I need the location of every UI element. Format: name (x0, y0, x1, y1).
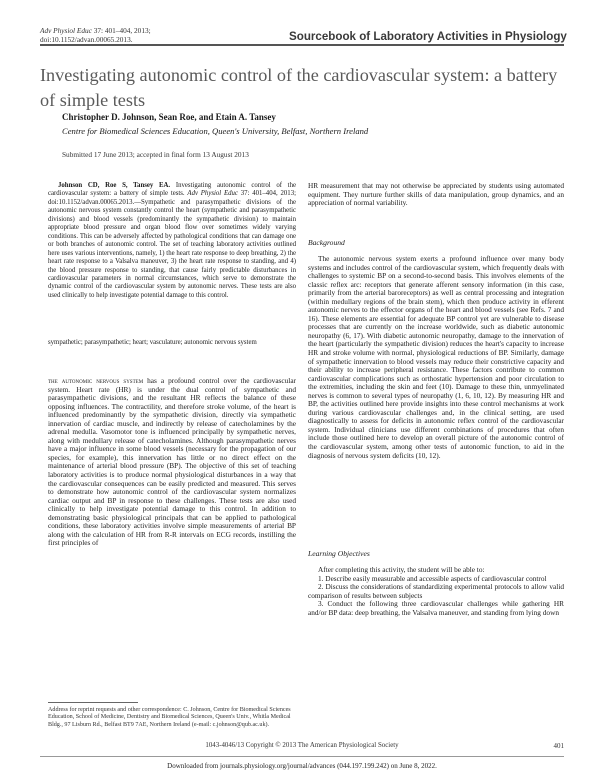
abstract-cite-authors: Johnson CD, Roe S, Tansey EA. (58, 182, 171, 189)
keywords: sympathetic; parasympathetic; heart; vasculature; autonomic nervous system (48, 339, 257, 346)
download-notice: Downloaded from journals.physiology.org/journal/advances (044.197.199.242) on June 8, 2022. (167, 762, 437, 770)
lead-in-smallcaps: the autonomic nervous system (48, 376, 144, 385)
article-title: Investigating autonomic control of the cardiovascular system: a battery of simple tests (40, 65, 558, 110)
footer-divider (40, 756, 564, 757)
intro-text: has a profound control over the cardiovascular system. Heart rate (HR) is under the dual control of sympathetic and parasympathetic divisions, and the resultant HR reflects the balance of these opposing influences. The contractility, and therefore stroke volume, of the heart is influenced predominantly by the sympathetic division, directly via sympathetic innervation of cardiac muscle, and indirectly by release of catecholamines by the adrenal medulla. Vasomotor tone is influenced principally by sympathetic nerves, along with medullary release of catecholamines. Although parasympathetic nerves have a major influence in some blood vessels (necessary for the propagation of our species, for example), this innervation has little or no direct effect on the maintenance of arterial blood pressure (BP). The objective of this set of teaching laboratory activities is to produce normal physiological disturbances in a way that the cardiovascular consequences can be easily predicted and measured. This serves to demonstrate how autonomic control of the cardiovascular system normalizes cardiac output and BP in response to these challenges. These tests are also used clinically to help investigate potential damage to this control. In addition to demonstrating basic physiological principals that can be applied to pathological conditions, these laboratory activities involve simple measurements of arterial BP along with the calculation of HR from R-R intervals on ECG records, instilling the first principles of (48, 376, 296, 548)
journal-doi: doi:10.1152/advan.00065.2013. (40, 35, 133, 45)
objectives-intro: After completing this activity, the student will be able to: (318, 565, 485, 574)
header-divider (40, 44, 564, 46)
footnote-divider (48, 702, 138, 703)
objective-item: 2. Discuss the considerations of standardizing experimental protocols to allow valid comparison of results between subjects (308, 582, 564, 600)
submission-dates: Submitted 17 June 2013; accepted in final form 13 August 2013 (62, 150, 249, 159)
abstract-text: Sympathetic and parasympathetic divisions of the autonomic nervous system constantly control the heart (sympathetic and parasympathetic divisions) and blood vessels (predominantly the sympathetic division) to maintain appropriate blood pressure and organ blood flow over sometimes widely varying conditions. This can be adversely affected by pathological conditions that can damage one or both branches of autonomic control. The set of teaching laboratory activities outlined here uses various interventions, namely, 1) the heart rate response to deep breathing, 2) the heart rate response to a Valsalva maneuver, 3) the heart rate response to standing, and 4) the blood pressure response to standing, that cause fairly predictable disturbances in cardiovascular parameters in normal circumstances, which serve to demonstrate the dynamic control of the cardiovascular system by autonomic nerves. These tests are also used clinically to help investigate potential damage to this control. (48, 198, 296, 299)
abstract-cite-rest: 37: 401–404, 2013; doi:10.1152/advan.00065.2013.— (48, 190, 296, 206)
objectives-heading: Learning Objectives (308, 549, 370, 558)
journal-citation-header (40, 26, 151, 45)
objectives-list (308, 566, 564, 617)
objective-item: 3. Conduct the following three cardiovascular challenges while gathering HR and/or BP data: deep breathing, the Valsalva maneuver, and standing from lying down (308, 599, 564, 617)
copyright-line: 1043-4046/13 Copyright © 2013 The American Physiological Society (205, 742, 399, 749)
abstract (48, 182, 296, 300)
abstract-cite-title: Investigating autonomic control of the cardiovascular system: a battery of simple tests. (48, 182, 296, 198)
abstract-cite-journal: Adv Physiol Educ (187, 190, 238, 198)
page-number: 401 (553, 742, 564, 750)
journal-name: Adv Physiol Educ (40, 26, 92, 35)
intro-paragraph (48, 377, 296, 548)
article-authors: Christopher D. Johnson, Sean Roe, and Etain A. Tansey (62, 112, 276, 122)
background-paragraph: The autonomic nervous system exerts a profound influence over many body systems and includes control of the cardiovascular system, which frequently deals with challenges to systemic BP on a second-to-second basis. This involves elements of the classic reflex arc: receptors that generate afferent sensory information (in this case, primarily from the arterial baroreceptors) as well as central processing and integration (within medullary regions of the brain stem), which then produce activity in efferent autonomic nerves to the effector organs of the heart and blood vessels (see Refs. 7 and 16). These elements are essential for adequate BP control yet are vulnerable to disease processes that are currently on the increase worldwide, such as diabetic autonomic neuropathy (6, 17). With diabetic autonomic neuropathy, damage to the innervation of the heart (particularly the sympathetic division) reduces the heart's capacity to increase HR and stroke volume with normal, physiological reductions of BP. Similarly, damage of sympathetic innervation to blood vessels may reduce their constrictive capacity and their ability to increase peripheral resistance. These factors contribute to common cardiovascular complications such as orthostatic hypertension and poor circulation to the extremities, including the skin and feet (10). Damage to these thin, unmyelinated nerves is common to several types of neuropathy (1, 6, 10, 12). By measuring HR and BP, the activities outlined here provide insights into these control mechanisms at work during various cardiovascular challenges and, in the clinical setting, are used diagnostically to assess for deficits in autonomic reflex control of the cardiovascular system. Individual clinicians use different combinations of procedures that often include those outlined here to develop an overall picture of the autonomic control of the cardiovascular system, among other tests of autonomic function, to aid in the diagnosis of nervous system deficits (10, 12). (308, 254, 564, 460)
article-affiliation: Centre for Biomedical Sciences Education, Queen's University, Belfast, Northern Ireland (62, 126, 369, 136)
background-heading: Background (308, 238, 345, 247)
correspondence-footnote: Address for reprint requests and other correspondence: C. Johnson, Centre for Biomedical Sciences Education, School of Medicine, Dentistry and Biomedical Sciences, Queen's Univ., Whitla Medical Bldg., 97 Lisburn Rd., Belfast BT9 7AE, Northern Ireland (e-mail: c.johnson@qub.ac.uk). (48, 707, 291, 728)
section-title: Sourcebook of Laboratory Activities in Physiology (289, 30, 567, 43)
journal-volume: 37: 401–404, 2013; (91, 26, 151, 35)
objective-item: 1. Describe easily measurable and accessible aspects of cardiovascular control (318, 573, 547, 583)
background-text (308, 255, 564, 460)
intro-continuation: HR measurement that may not otherwise be appreciated by students using automated equipment. They nurture further skills of data manipulation, group dynamics, and an appreciation of normal variability. (308, 181, 564, 208)
